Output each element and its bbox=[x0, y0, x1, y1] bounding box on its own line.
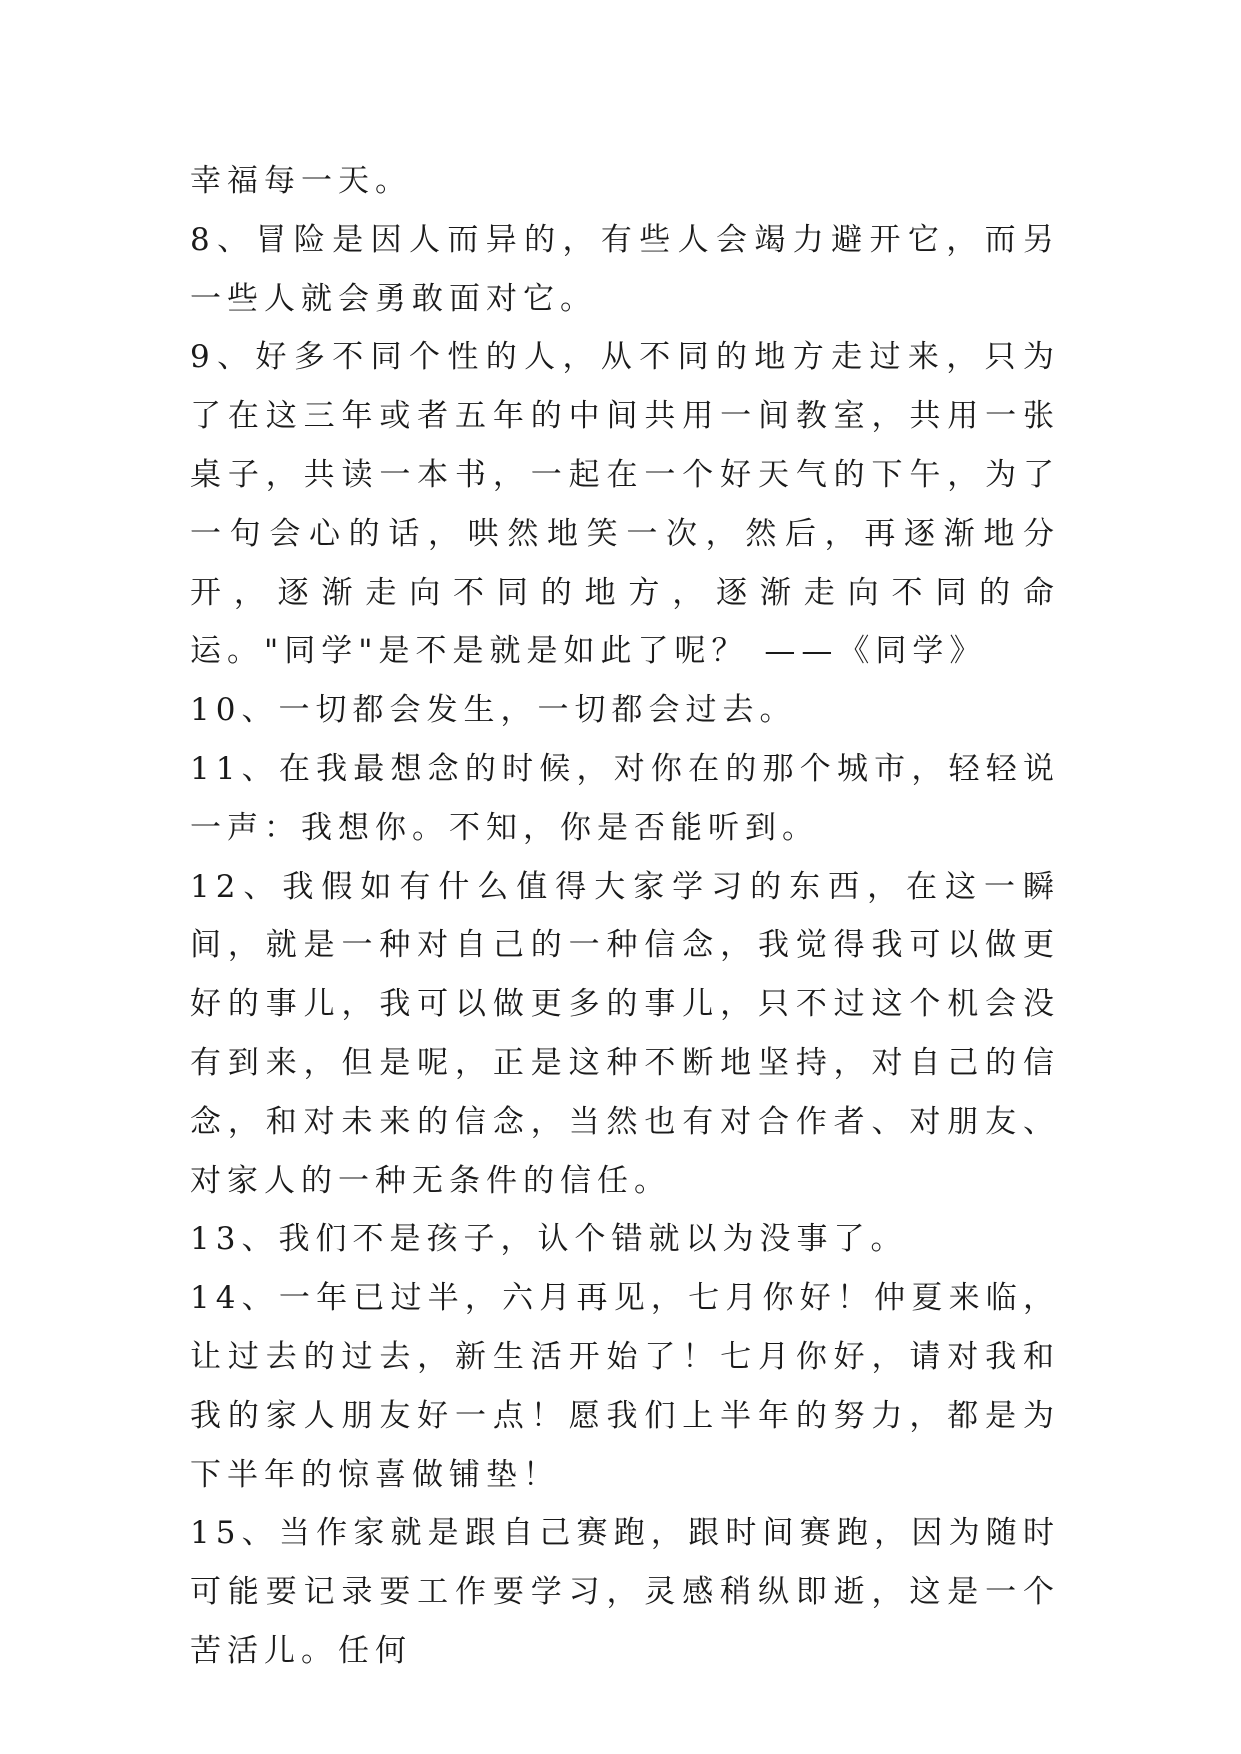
paragraph-15: 15、当作家就是跟自己赛跑，跟时间赛跑，因为随时可能要记录要工作要学习，灵感稍纵即逝，这是一个苦活儿。任何 bbox=[190, 1515, 1060, 1669]
paragraph-8: 8、冒险是因人而异的，有些人会竭力避开它，而另一些人就会勇敢面对它。 bbox=[190, 221, 1060, 317]
paragraph-13: 13、我们不是孩子，认个错就以为没事了。 bbox=[190, 1221, 908, 1258]
paragraph-9: 9、好多不同个性的人，从不同的地方走过来，只为了在这三年或者五年的中间共用一间教室，共用一张桌子，共读一本书，一起在一个好天气的下午，为了一句会心的话，哄然地笑一次，然后，再逐渐地分开，逐渐走向不同的地方，逐渐走向不同的命运。"同学"是不是就是如此了呢？ ——《同学》 bbox=[190, 339, 1060, 670]
document-body bbox=[190, 152, 1060, 1681]
paragraph-14: 14、一年已过半，六月再见，七月你好！仲夏来临，让过去的过去，新生活开始了！七月你好，请对我和我的家人朋友好一点！愿我们上半年的努力，都是为下半年的惊喜做铺垫！ bbox=[190, 1280, 1060, 1493]
paragraph-10: 10、一切都会发生，一切都会过去。 bbox=[190, 692, 797, 729]
paragraph-11: 11、在我最想念的时候，对你在的那个城市，轻轻说一声：我想你。不知，你是否能听到。 bbox=[190, 750, 1060, 846]
paragraph-continuation: 幸福每一天。 bbox=[190, 163, 412, 199]
paragraph-12: 12、我假如有什么值得大家学习的东西，在这一瞬间，就是一种对自己的一种信念，我觉得我可以做更好的事儿，我可以做更多的事儿，只不过这个机会没有到来，但是呢，正是这种不断地坚持，对自己的信念，和对未来的信念，当然也有对合作者、对朋友、对家人的一种无条件的信任。 bbox=[190, 868, 1060, 1199]
